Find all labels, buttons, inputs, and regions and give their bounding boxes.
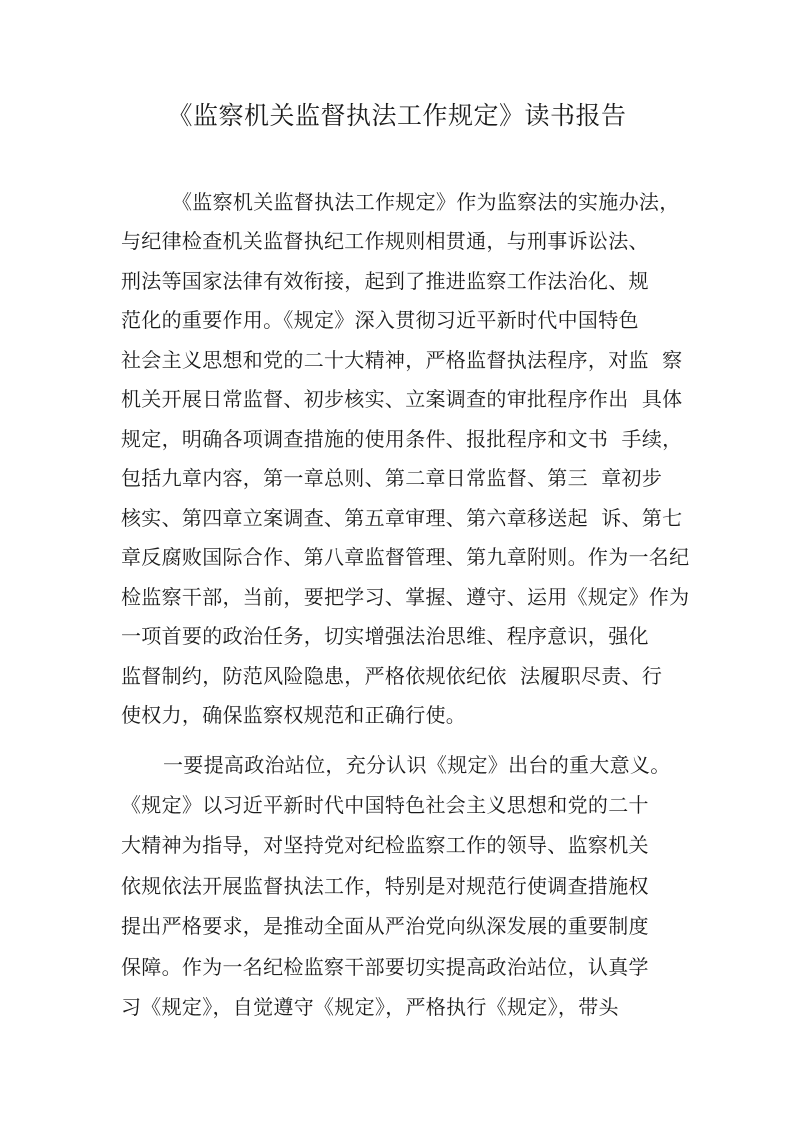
text-line: 与纪律检查机关监督执纪工作规则相贯通，与刑事诉讼法、 [121,229,649,253]
text-line: 习《规定》，自觉遵守《规定》，严格执行《规定》，带头 [121,995,619,1019]
text-line: 检监察干部，当前，要把学习、掌握、遵守、运用《规定》作为 [121,585,690,609]
text-line: 社会主义思想和党的二十大精神，严格监督执法程序，对监 察 [121,348,683,372]
text-line: 刑法等国家法律有效衔接，起到了推进监察工作法治化、规 [121,269,649,293]
text-line: 包括九章内容，第一章总则、第二章日常监督、第三 章初步 [121,466,663,490]
text-line: 范化的重要作用。《规定》深入贯彻习近平新时代中国特色 [121,308,639,332]
text-line: 提出严格要求，是推动全面从严治党向纵深发展的重要制度 [121,914,649,938]
text-line: 一要提高政治站位，充分认识《规定》出台的重大意义。 [163,753,671,777]
text-line: 机关开展日常监督、初步核实、立案调查的审批程序作出 具体 [121,387,683,411]
text-line: 规定，明确各项调查措施的使用条件、报批程序和文书 手续， [121,427,683,451]
text-line: 核实、第四章立案调查、第五章审理、第六章移送起 诉、第七 [121,506,683,530]
text-line: 《规定》以习近平新时代中国特色社会主义思想和党的二十 [121,793,649,817]
text-line: 使权力，确保监察权规范和正确行使。 [121,703,467,727]
text-line: 一项首要的政治任务，切实增强法治思维、程序意识，强化 [121,624,649,648]
text-line: 监督制约，防范风险隐患，严格依规依纪依 法履职尽责、行 [121,664,663,688]
document-title: 《监察机关监督执法工作规定》读书报告 [167,101,627,130]
text-line: 章反腐败国际合作、第八章监督管理、第九章附则。作为一名纪 [121,545,690,569]
text-line: 大精神为指导，对坚持党对纪检监察工作的领导、监察机关 [121,833,649,857]
text-line: 《监察机关监督执法工作规定》作为监察法的实施办法， [172,190,680,214]
text-line: 保障。作为一名纪检监察干部要切实提高政治站位，认真学 [121,955,649,979]
text-line: 依规依法开展监督执法工作，特别是对规范行使调查措施权 [121,874,649,898]
